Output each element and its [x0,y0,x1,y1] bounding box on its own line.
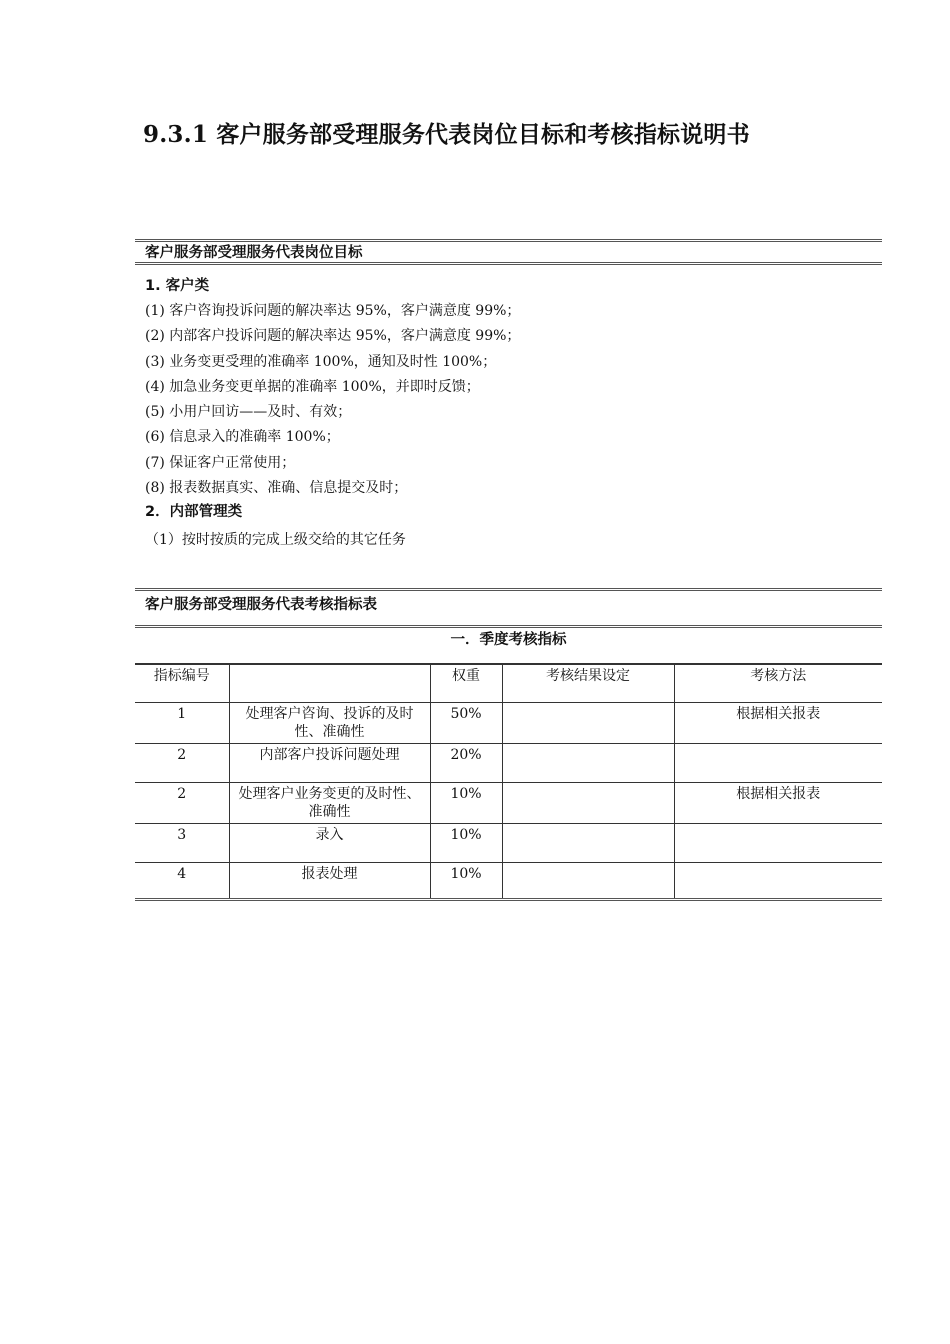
indicator-name: 内部客户投诉问题处理 [229,744,430,783]
result-setting [502,863,674,900]
indicator-weight: 10% [430,783,502,824]
table-row [135,703,882,744]
goal-item: (2) 内部客户投诉问题的解决率达 95%，客户满意度 99%； [145,328,521,345]
column-header: 考核方法 [674,665,882,703]
kpi-table-header-row [135,665,882,703]
table-row [135,783,882,824]
result-setting [502,824,674,863]
goal-item: (1) 客户咨询投诉问题的解决率达 95%，客户满意度 99%； [145,303,521,319]
goal-item: (3) 业务变更受理的准确率 100%，通知及时性 100%； [145,353,497,370]
result-setting [502,783,674,824]
table-row [135,744,882,783]
indicator-weight: 10% [430,863,502,900]
kpi-section-heading: 客户服务部受理服务代表考核指标表 [135,588,882,628]
result-setting [502,703,674,744]
indicator-name: 处理客户咨询、投诉的及时性、准确性 [229,703,430,744]
page-title: 9.3.1 客户服务部受理服务代表岗位目标和考核指标说明书 [143,121,750,148]
goal-item: （1）按时按质的完成上级交给的其它任务 [145,532,406,549]
goal-category-title: 2．内部管理类 [145,504,243,521]
goal-item: (5) 小用户回访——及时、有效； [145,404,352,421]
indicator-weight: 10% [430,824,502,863]
goal-item: (8) 报表数据真实、准确、信息提交及时； [145,480,408,497]
goal-category-title: 1. 客户类 [145,278,210,294]
column-header: 指标编号 [135,665,229,703]
indicator-name: 录入 [229,824,430,863]
goals-section-heading: 客户服务部受理服务代表岗位目标 [135,239,882,265]
kpi-section [135,588,882,901]
goals-list [145,275,875,549]
indicator-number: 3 [135,824,229,863]
indicator-number: 2 [135,744,229,783]
indicator-weight: 20% [430,744,502,783]
assessment-method [674,824,882,863]
table-row [135,824,882,863]
assessment-method: 根据相关报表 [674,783,882,824]
indicator-number: 4 [135,863,229,900]
indicator-weight: 50% [430,703,502,744]
column-header [229,665,430,703]
table-row [135,863,882,900]
column-header: 权重 [430,665,502,703]
indicator-name: 报表处理 [229,863,430,900]
kpi-subheading: 一．季度考核指标 [135,628,882,664]
assessment-method: 根据相关报表 [674,703,882,744]
assessment-method [674,744,882,783]
goals-section [135,239,882,265]
result-setting [502,744,674,783]
goal-item: (4) 加急业务变更单据的准确率 100%，并即时反馈； [145,378,480,395]
indicator-name: 处理客户业务变更的及时性、准确性 [229,783,430,824]
assessment-method [674,863,882,900]
column-header: 考核结果设定 [502,665,674,703]
indicator-number: 2 [135,783,229,824]
kpi-table [135,664,882,901]
indicator-number: 1 [135,703,229,744]
goal-item: (7) 保证客户正常使用； [145,454,296,471]
goal-item: (6) 信息录入的准确率 100%； [145,429,340,446]
